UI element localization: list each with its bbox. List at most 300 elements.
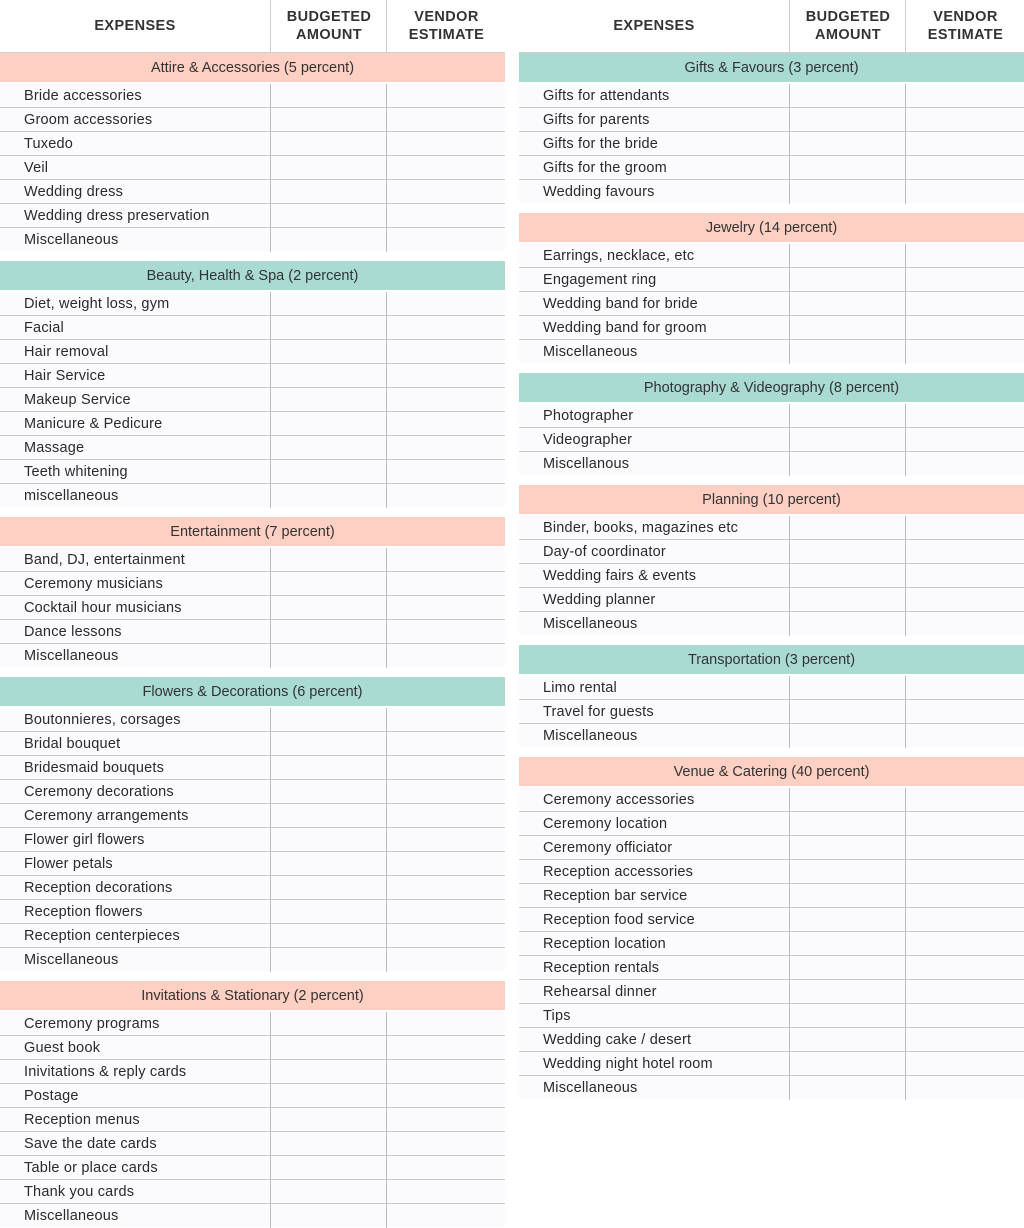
budgeted-amount-cell[interactable] [270, 876, 387, 900]
vendor-estimate-cell[interactable] [386, 1180, 506, 1204]
budgeted-amount-cell[interactable] [270, 484, 387, 508]
vendor-estimate-cell[interactable] [386, 388, 506, 412]
budgeted-amount-cell[interactable] [789, 700, 906, 724]
expense-item: Reception accessories [543, 864, 694, 880]
expense-item: Wedding fairs & events [543, 568, 697, 584]
budgeted-amount-cell[interactable] [789, 84, 906, 108]
budgeted-amount-cell[interactable] [270, 436, 387, 460]
vendor-estimate-cell[interactable] [386, 460, 506, 484]
vendor-estimate-cell[interactable] [386, 852, 506, 876]
vendor-estimate-cell[interactable] [905, 884, 1024, 908]
vendor-estimate-header [386, 0, 506, 52]
vendor-estimate-cell[interactable] [386, 1108, 506, 1132]
section-title: Jewelry (14 percent) [519, 213, 1024, 242]
expense-item: Manicure & Pedicure [24, 416, 163, 432]
budgeted-amount-cell[interactable] [270, 756, 387, 780]
vendor-estimate-cell[interactable] [905, 1076, 1024, 1100]
budgeted-line2: AMOUNT [295, 27, 362, 43]
table-row [0, 900, 505, 924]
section-title: Venue & Catering (40 percent) [519, 757, 1024, 786]
vendor-estimate-cell[interactable] [386, 340, 506, 364]
vendor-estimate-cell[interactable] [386, 596, 506, 620]
expense-section [0, 261, 505, 507]
expense-item: Wedding band for groom [543, 320, 707, 336]
table-row [0, 948, 505, 971]
expense-item: Limo rental [543, 680, 617, 696]
budgeted-amount-cell[interactable] [270, 1012, 387, 1036]
expense-item: Reception location [543, 936, 666, 952]
expense-item: Tips [543, 1008, 571, 1024]
section-rows [0, 1010, 505, 1227]
budgeted-amount-cell[interactable] [789, 428, 906, 452]
budgeted-amount-cell[interactable] [270, 316, 387, 340]
budgeted-amount-cell[interactable] [789, 316, 906, 340]
vendor-estimate-cell[interactable] [386, 828, 506, 852]
vendor-estimate-cell[interactable] [386, 756, 506, 780]
budgeted-amount-cell[interactable] [270, 1108, 387, 1132]
vendor-estimate-cell[interactable] [905, 132, 1024, 156]
table-row [0, 460, 505, 484]
vendor-estimate-cell[interactable] [386, 1060, 506, 1084]
expense-item: Tuxedo [24, 136, 74, 152]
right-sections [519, 53, 1024, 1099]
budgeted-amount-cell[interactable] [789, 788, 906, 812]
expense-item: Groom accessories [24, 112, 153, 128]
table-row [519, 132, 1024, 156]
budgeted-amount-cell[interactable] [270, 780, 387, 804]
expense-item: Dance lessons [24, 624, 122, 640]
vendor-line2: ESTIMATE [408, 27, 485, 43]
budgeted-amount-cell[interactable] [270, 804, 387, 828]
expense-item: Teeth whitening [24, 464, 128, 480]
table-row [0, 388, 505, 412]
expense-section [0, 53, 505, 251]
section-title: Transportation (3 percent) [519, 645, 1024, 674]
table-row [519, 340, 1024, 363]
section-rows [519, 402, 1024, 475]
budgeted-amount-cell[interactable] [789, 724, 906, 748]
vendor-estimate-cell[interactable] [905, 516, 1024, 540]
expense-item: Thank you cards [24, 1184, 135, 1200]
budgeted-amount-cell[interactable] [270, 1132, 387, 1156]
section-gap [0, 971, 505, 981]
vendor-estimate-cell[interactable] [386, 1156, 506, 1180]
table-row [0, 364, 505, 388]
expense-section [519, 757, 1024, 1099]
expense-item: Photographer [543, 408, 634, 424]
expense-item: Travel for guests [543, 704, 654, 720]
expense-item: Miscellaneous [24, 952, 119, 968]
section-title: Gifts & Favours (3 percent) [519, 53, 1024, 82]
budgeted-amount-cell[interactable] [270, 1204, 387, 1228]
vendor-line2: ESTIMATE [927, 27, 1004, 43]
table-row [519, 724, 1024, 747]
section-title: Entertainment (7 percent) [0, 517, 505, 546]
vendor-estimate-cell[interactable] [386, 900, 506, 924]
vendor-estimate-cell[interactable] [905, 316, 1024, 340]
expense-item: Ceremony programs [24, 1016, 160, 1032]
budgeted-amount-cell[interactable] [270, 388, 387, 412]
table-row [519, 316, 1024, 340]
vendor-estimate-cell[interactable] [386, 804, 506, 828]
expense-item: Earrings, necklace, etc [543, 248, 695, 264]
vendor-estimate-cell[interactable] [905, 1004, 1024, 1028]
table-row [519, 1052, 1024, 1076]
expense-item: Reception bar service [543, 888, 688, 904]
right-column [519, 0, 1024, 1099]
budgeted-amount-cell[interactable] [789, 1052, 906, 1076]
vendor-estimate-cell[interactable] [386, 292, 506, 316]
expense-item: Makeup Service [24, 392, 131, 408]
vendor-estimate-cell[interactable] [905, 84, 1024, 108]
budgeted-amount-cell[interactable] [789, 1076, 906, 1100]
vendor-estimate-cell[interactable] [905, 108, 1024, 132]
vendor-estimate-cell[interactable] [905, 404, 1024, 428]
budgeted-amount-cell[interactable] [270, 132, 387, 156]
expense-item: Wedding planner [543, 592, 656, 608]
vendor-estimate-cell[interactable] [905, 836, 1024, 860]
budgeted-amount-cell[interactable] [270, 620, 387, 644]
budgeted-amount-cell[interactable] [789, 1028, 906, 1052]
budgeted-line1: BUDGETED [286, 9, 372, 25]
table-row [0, 620, 505, 644]
table-row [519, 108, 1024, 132]
vendor-estimate-cell[interactable] [386, 948, 506, 972]
table-row [519, 540, 1024, 564]
vendor-estimate-cell[interactable] [386, 708, 506, 732]
vendor-estimate-cell[interactable] [905, 268, 1024, 292]
expense-item: Flower petals [24, 856, 113, 872]
vendor-estimate-cell[interactable] [386, 156, 506, 180]
table-row [0, 316, 505, 340]
vendor-estimate-cell[interactable] [905, 788, 1024, 812]
budgeted-amount-cell[interactable] [270, 1060, 387, 1084]
vendor-estimate-cell[interactable] [905, 956, 1024, 980]
expense-item: Miscellanous [543, 456, 630, 472]
expense-item: Miscellaneous [543, 728, 638, 744]
expense-item: Veil [24, 160, 49, 176]
section-gap [519, 475, 1024, 485]
vendor-estimate-cell[interactable] [905, 452, 1024, 476]
vendor-estimate-cell[interactable] [905, 156, 1024, 180]
vendor-estimate-cell[interactable] [386, 228, 506, 252]
budgeted-amount-cell[interactable] [789, 1004, 906, 1028]
table-row [519, 908, 1024, 932]
budgeted-amount-cell[interactable] [789, 884, 906, 908]
table-row [0, 644, 505, 667]
table-row [519, 180, 1024, 203]
budgeted-amount-cell[interactable] [270, 228, 387, 252]
vendor-estimate-cell[interactable] [386, 412, 506, 436]
table-row [0, 1108, 505, 1132]
vendor-estimate-cell[interactable] [905, 340, 1024, 364]
table-row [0, 780, 505, 804]
table-row [0, 596, 505, 620]
budgeted-amount-cell[interactable] [789, 340, 906, 364]
budgeted-amount-cell[interactable] [789, 588, 906, 612]
section-title: Planning (10 percent) [519, 485, 1024, 514]
expense-item: Ceremony arrangements [24, 808, 189, 824]
budgeted-amount-cell[interactable] [270, 108, 387, 132]
budgeted-amount-cell[interactable] [789, 860, 906, 884]
expense-item: Reception food service [543, 912, 695, 928]
table-row [0, 228, 505, 251]
expense-item: Ceremony accessories [543, 792, 695, 808]
budgeted-amount-cell[interactable] [270, 412, 387, 436]
table-row [519, 292, 1024, 316]
vendor-estimate-cell[interactable] [386, 204, 506, 228]
expenses-header: EXPENSES [613, 18, 695, 34]
expense-item: Reception decorations [24, 880, 173, 896]
vendor-estimate-cell[interactable] [905, 676, 1024, 700]
vendor-estimate-cell[interactable] [386, 108, 506, 132]
vendor-estimate-cell[interactable] [386, 548, 506, 572]
expense-item: Miscellaneous [24, 232, 119, 248]
table-row [519, 564, 1024, 588]
budgeted-amount-cell[interactable] [270, 340, 387, 364]
vendor-estimate-cell[interactable] [905, 612, 1024, 636]
budgeted-amount-cell[interactable] [789, 108, 906, 132]
expense-item: Ceremony musicians [24, 576, 163, 592]
budgeted-amount-cell[interactable] [789, 812, 906, 836]
budgeted-amount-cell[interactable] [270, 732, 387, 756]
budgeted-amount-cell[interactable] [270, 900, 387, 924]
budgeted-amount-cell[interactable] [270, 1084, 387, 1108]
table-row [519, 612, 1024, 635]
vendor-estimate-cell[interactable] [386, 132, 506, 156]
vendor-estimate-cell[interactable] [386, 1012, 506, 1036]
expense-item: Engagement ring [543, 272, 657, 288]
expense-item: Reception menus [24, 1112, 140, 1128]
vendor-estimate-cell[interactable] [386, 316, 506, 340]
expense-item: Postage [24, 1088, 79, 1104]
vendor-estimate-cell[interactable] [905, 428, 1024, 452]
section-gap [519, 635, 1024, 645]
section-rows [519, 82, 1024, 203]
vendor-estimate-cell[interactable] [905, 1028, 1024, 1052]
budgeted-amount-cell[interactable] [270, 1156, 387, 1180]
budgeted-amount-cell[interactable] [789, 956, 906, 980]
budgeted-amount-cell[interactable] [270, 1036, 387, 1060]
budgeted-amount-cell[interactable] [789, 980, 906, 1004]
table-row [0, 292, 505, 316]
budgeted-amount-cell[interactable] [789, 180, 906, 204]
vendor-estimate-cell[interactable] [386, 644, 506, 668]
budgeted-amount-cell[interactable] [789, 268, 906, 292]
budgeted-amount-cell[interactable] [270, 156, 387, 180]
expense-item: Ceremony decorations [24, 784, 174, 800]
expense-section [519, 485, 1024, 635]
vendor-estimate-cell[interactable] [905, 588, 1024, 612]
section-rows [0, 290, 505, 507]
vendor-estimate-cell[interactable] [905, 244, 1024, 268]
table-row [0, 108, 505, 132]
table-row [519, 428, 1024, 452]
table-row [0, 1132, 505, 1156]
section-gap [0, 507, 505, 517]
budgeted-amount-cell[interactable] [789, 540, 906, 564]
vendor-estimate-cell[interactable] [386, 1036, 506, 1060]
table-row [519, 676, 1024, 700]
vendor-estimate-cell[interactable] [386, 1084, 506, 1108]
table-row [0, 756, 505, 780]
vendor-estimate-cell[interactable] [386, 572, 506, 596]
table-row [0, 1012, 505, 1036]
expense-item: Cocktail hour musicians [24, 600, 182, 616]
budgeted-amount-cell[interactable] [270, 84, 387, 108]
vendor-estimate-cell[interactable] [905, 860, 1024, 884]
budgeted-amount-cell[interactable] [789, 932, 906, 956]
vendor-estimate-cell[interactable] [386, 84, 506, 108]
expense-item: Reception centerpieces [24, 928, 180, 944]
vendor-estimate-cell[interactable] [386, 732, 506, 756]
expense-item: Reception rentals [543, 960, 660, 976]
expense-item: Bride accessories [24, 88, 142, 104]
vendor-estimate-cell[interactable] [386, 1132, 506, 1156]
expense-item: Gifts for the bride [543, 136, 659, 152]
section-rows [519, 514, 1024, 635]
budgeted-amount-cell[interactable] [270, 364, 387, 388]
expense-item: Inivitations & reply cards [24, 1064, 187, 1080]
vendor-estimate-cell[interactable] [386, 1204, 506, 1228]
table-row [519, 860, 1024, 884]
budgeted-amount-cell[interactable] [270, 460, 387, 484]
vendor-estimate-cell[interactable] [386, 620, 506, 644]
table-row [519, 812, 1024, 836]
section-title: Flowers & Decorations (6 percent) [0, 677, 505, 706]
expense-section [519, 53, 1024, 203]
budgeted-amount-cell[interactable] [789, 132, 906, 156]
budgeted-amount-cell[interactable] [270, 948, 387, 972]
budgeted-amount-cell[interactable] [789, 612, 906, 636]
table-row [519, 268, 1024, 292]
vendor-estimate-cell[interactable] [386, 780, 506, 804]
budgeted-amount-cell[interactable] [789, 908, 906, 932]
budgeted-amount-cell[interactable] [270, 204, 387, 228]
section-title: Invitations & Stationary (2 percent) [0, 981, 505, 1010]
table-row [0, 708, 505, 732]
section-gap [0, 251, 505, 261]
vendor-estimate-cell[interactable] [386, 876, 506, 900]
budgeted-amount-cell[interactable] [270, 828, 387, 852]
table-row [0, 876, 505, 900]
table-row [0, 132, 505, 156]
expense-item: Miscellaneous [24, 1208, 119, 1224]
expense-item: Ceremony location [543, 816, 668, 832]
budgeted-amount-cell[interactable] [270, 548, 387, 572]
vendor-estimate-cell[interactable] [905, 932, 1024, 956]
vendor-estimate-cell[interactable] [386, 484, 506, 508]
budgeted-amount-cell[interactable] [789, 516, 906, 540]
expense-item: Gifts for attendants [543, 88, 670, 104]
budgeted-amount-cell[interactable] [270, 292, 387, 316]
section-gap [519, 363, 1024, 373]
table-row [0, 412, 505, 436]
vendor-estimate-cell[interactable] [905, 812, 1024, 836]
table-row [519, 788, 1024, 812]
table-row [0, 548, 505, 572]
section-title: Photography & Videography (8 percent) [519, 373, 1024, 402]
expense-item: Miscellaneous [543, 344, 638, 360]
expense-item: Videographer [543, 432, 633, 448]
expense-item: Gifts for parents [543, 112, 650, 128]
vendor-estimate-cell[interactable] [905, 908, 1024, 932]
expense-section [0, 517, 505, 667]
table-row [519, 980, 1024, 1004]
budgeted-amount-cell[interactable] [789, 452, 906, 476]
table-row [0, 436, 505, 460]
budgeted-amount-cell[interactable] [270, 596, 387, 620]
budgeted-amount-cell[interactable] [789, 156, 906, 180]
vendor-estimate-cell[interactable] [386, 436, 506, 460]
section-rows [0, 706, 505, 971]
budgeted-amount-header [789, 0, 906, 52]
vendor-estimate-cell[interactable] [386, 364, 506, 388]
budgeted-amount-cell[interactable] [270, 1180, 387, 1204]
budgeted-amount-cell[interactable] [789, 244, 906, 268]
budgeted-amount-cell[interactable] [789, 564, 906, 588]
budgeted-amount-cell[interactable] [270, 852, 387, 876]
table-row [0, 1084, 505, 1108]
budgeted-amount-cell[interactable] [270, 644, 387, 668]
table-row [0, 180, 505, 204]
expense-item: Diet, weight loss, gym [24, 296, 170, 312]
table-row [519, 404, 1024, 428]
vendor-estimate-cell[interactable] [905, 180, 1024, 204]
section-rows [0, 546, 505, 667]
expense-item: Flower girl flowers [24, 832, 145, 848]
table-row [0, 84, 505, 108]
expense-item: Hair Service [24, 368, 106, 384]
expense-item: Wedding dress preservation [24, 208, 210, 224]
expense-section [519, 213, 1024, 363]
vendor-estimate-cell[interactable] [386, 180, 506, 204]
table-row [0, 484, 505, 507]
vendor-estimate-cell[interactable] [905, 540, 1024, 564]
section-rows [0, 82, 505, 251]
expenses-header: EXPENSES [94, 18, 176, 34]
expense-item: Facial [24, 320, 64, 336]
vendor-line1: VENDOR [933, 9, 998, 25]
expense-item: Guest book [24, 1040, 101, 1056]
table-row [0, 1036, 505, 1060]
vendor-estimate-cell[interactable] [905, 700, 1024, 724]
vendor-estimate-cell[interactable] [905, 1052, 1024, 1076]
vendor-estimate-cell[interactable] [905, 564, 1024, 588]
table-row [519, 884, 1024, 908]
section-gap [0, 667, 505, 677]
vendor-estimate-cell[interactable] [905, 292, 1024, 316]
budgeted-amount-cell[interactable] [789, 292, 906, 316]
budgeted-amount-cell[interactable] [270, 572, 387, 596]
table-row [519, 516, 1024, 540]
table-row [519, 700, 1024, 724]
vendor-estimate-cell[interactable] [905, 724, 1024, 748]
table-row [519, 932, 1024, 956]
vendor-line1: VENDOR [414, 9, 479, 25]
budgeted-amount-cell[interactable] [270, 180, 387, 204]
vendor-estimate-cell[interactable] [386, 924, 506, 948]
budgeted-amount-cell[interactable] [270, 924, 387, 948]
budgeted-amount-cell[interactable] [789, 404, 906, 428]
section-gap [519, 747, 1024, 757]
budgeted-amount-cell[interactable] [789, 676, 906, 700]
left-column [0, 0, 505, 1227]
budgeted-amount-cell[interactable] [270, 708, 387, 732]
vendor-estimate-cell[interactable] [905, 980, 1024, 1004]
budgeted-amount-cell[interactable] [789, 836, 906, 860]
expense-item: Miscellaneous [543, 616, 638, 632]
